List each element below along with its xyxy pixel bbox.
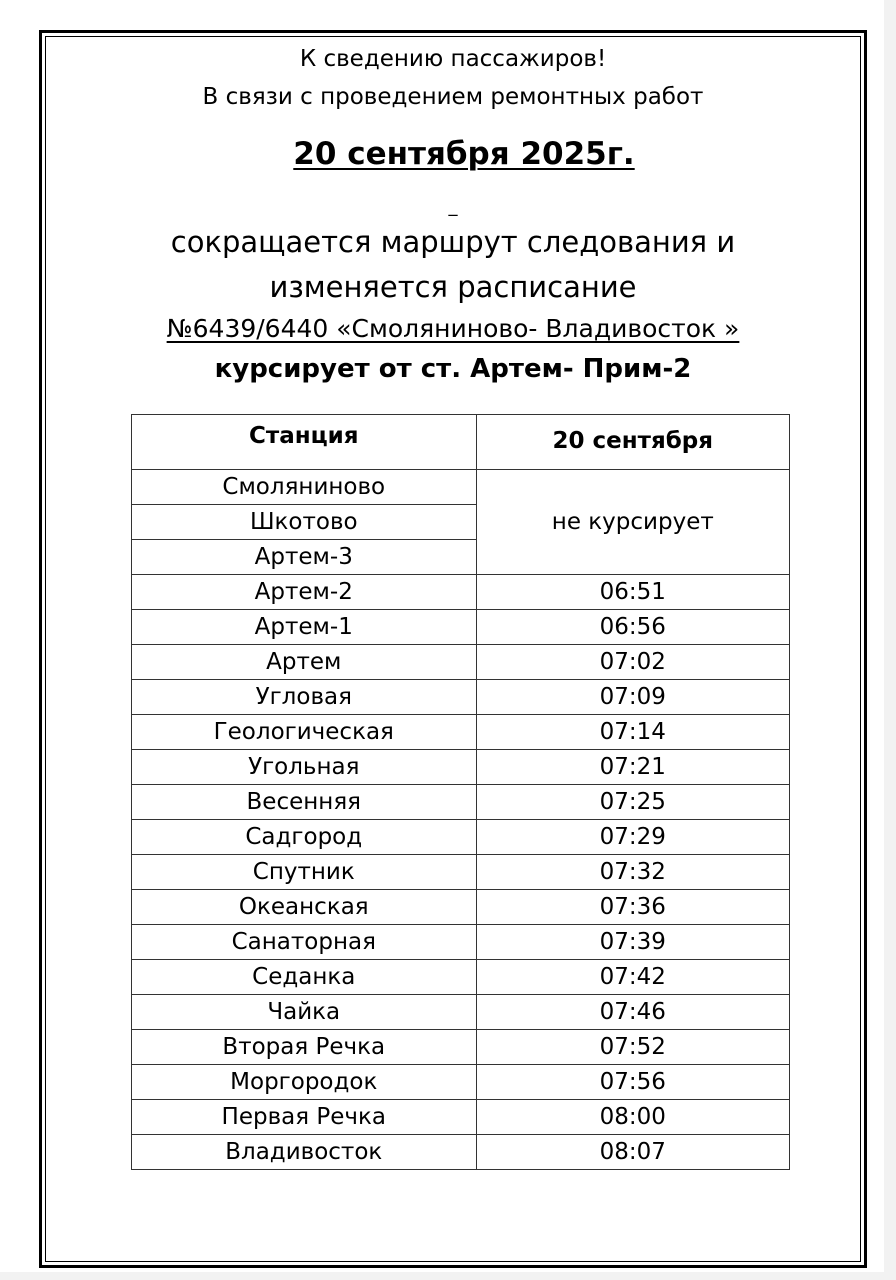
table-row bbox=[132, 1100, 790, 1135]
notice-change-line2: изменяется расписание bbox=[269, 270, 637, 304]
schedule-table bbox=[131, 414, 790, 1170]
table-row bbox=[132, 645, 790, 680]
notice-reason: В связи с проведением ремонтных работ bbox=[202, 84, 704, 110]
station-cell: Океанская bbox=[132, 890, 477, 925]
time-cell: 07:36 bbox=[476, 890, 789, 925]
station-cell: Седанка bbox=[132, 960, 477, 995]
station-cell: Смоляниново bbox=[132, 470, 477, 505]
table-row bbox=[132, 715, 790, 750]
time-cell: 07:39 bbox=[476, 925, 789, 960]
table-row bbox=[132, 750, 790, 785]
table-row bbox=[132, 890, 790, 925]
table-row bbox=[132, 785, 790, 820]
station-cell: Садгород bbox=[132, 820, 477, 855]
table-row bbox=[132, 855, 790, 890]
table-row bbox=[132, 680, 790, 715]
station-cell: Владивосток bbox=[132, 1135, 477, 1170]
time-cell: 07:29 bbox=[476, 820, 789, 855]
station-cell: Угольная bbox=[132, 750, 477, 785]
station-cell: Артем-1 bbox=[132, 610, 477, 645]
station-header: Станция bbox=[132, 415, 477, 470]
time-cell: 07:32 bbox=[476, 855, 789, 890]
table-row bbox=[132, 995, 790, 1030]
time-cell: 07:25 bbox=[476, 785, 789, 820]
time-cell: 07:21 bbox=[476, 750, 789, 785]
station-cell: Вторая Речка bbox=[132, 1030, 477, 1065]
time-cell: 07:56 bbox=[476, 1065, 789, 1100]
station-cell: Артем-2 bbox=[132, 575, 477, 610]
station-cell: Весенняя bbox=[132, 785, 477, 820]
notice-change-line1: сокращается маршрут следования и bbox=[170, 225, 736, 259]
route-name-text: №6439/6440 «Смоляниново- Владивосток » bbox=[166, 314, 740, 343]
table-row bbox=[132, 1135, 790, 1170]
station-cell: Спутник bbox=[132, 855, 477, 890]
time-cell: 07:46 bbox=[476, 995, 789, 1030]
table-row bbox=[132, 960, 790, 995]
station-cell: Санаторная bbox=[132, 925, 477, 960]
station-cell: Геологическая bbox=[132, 715, 477, 750]
date-header: 20 сентября bbox=[476, 415, 789, 470]
table-row bbox=[132, 925, 790, 960]
table-row bbox=[132, 575, 790, 610]
station-cell: Чайка bbox=[132, 995, 477, 1030]
station-cell: Шкотово bbox=[132, 505, 477, 540]
table-row bbox=[132, 1030, 790, 1065]
table-row bbox=[132, 470, 790, 505]
notice-date-text: 20 сентября 2025г. bbox=[293, 136, 635, 172]
station-cell: Угловая bbox=[132, 680, 477, 715]
time-cell: 07:02 bbox=[476, 645, 789, 680]
time-cell: 08:00 bbox=[476, 1100, 789, 1135]
time-cell: 07:42 bbox=[476, 960, 789, 995]
time-cell: 06:56 bbox=[476, 610, 789, 645]
time-cell: 07:14 bbox=[476, 715, 789, 750]
route-name bbox=[45, 314, 861, 343]
not-running-cell: не курсирует bbox=[476, 470, 789, 575]
time-cell: 07:09 bbox=[476, 680, 789, 715]
table-header-row bbox=[132, 415, 790, 470]
notice-date bbox=[45, 136, 861, 172]
notice-heading: К сведению пассажиров! bbox=[299, 46, 607, 72]
table-row bbox=[132, 1065, 790, 1100]
table-row bbox=[132, 610, 790, 645]
station-cell: Первая Речка bbox=[132, 1100, 477, 1135]
notice-dash: _ bbox=[448, 196, 458, 217]
route-start-note: курсирует от ст. Артем- Прим-2 bbox=[214, 354, 692, 384]
time-cell: 06:51 bbox=[476, 575, 789, 610]
station-cell: Артем-3 bbox=[132, 540, 477, 575]
station-cell: Артем bbox=[132, 645, 477, 680]
time-cell: 08:07 bbox=[476, 1135, 789, 1170]
station-cell: Моргородок bbox=[132, 1065, 477, 1100]
table-row bbox=[132, 820, 790, 855]
time-cell: 07:52 bbox=[476, 1030, 789, 1065]
